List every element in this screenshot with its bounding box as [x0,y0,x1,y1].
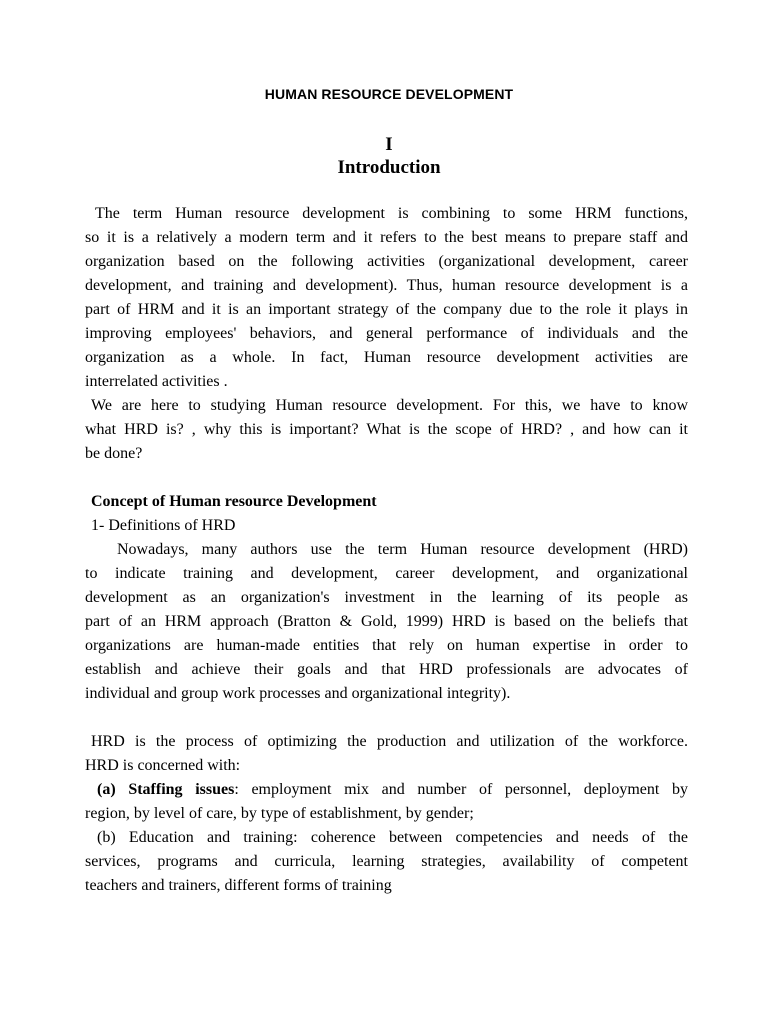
definitions-subheading: 1- Definitions of HRD [91,517,236,534]
staffing-line: region, by level of care, by type of establishment, by gender; [85,805,474,822]
intro-line: The term Human resource development is combining to some HRM functions, [95,205,688,222]
document-title: HUMAN RESOURCE DEVELOPMENT [264,86,514,102]
definition-line: to indicate training and development, career development, and organizational [85,565,688,582]
intro-line: so it is a relatively a modern term and it refers to the best means to prepare staff and [85,229,688,246]
definition-line: part of an HRM approach (Bratton & Gold, 1999) HRD is based on the beliefs that [85,613,688,630]
staffing-text: : employment mix and number of personnel, deployment by [234,781,688,798]
concept-heading: Concept of Human resource Development [91,493,377,510]
process-line: HRD is the process of optimizing the production and utilization of the workforce. [91,733,688,750]
staffing-label: (a) Staffing issues [97,781,235,798]
education-line: (b) Education and training: coherence between competencies and needs of the [97,829,688,846]
intro-line: organization based on the following activities (organizational development, career [85,253,688,270]
definition-line: organizations are human-made entities that rely on human expertise in order to [85,637,688,654]
definition-line: development as an organization's investment in the learning of its people as [85,589,688,606]
purpose-line: what HRD is? , why this is important? What is the scope of HRD? , and how can it [85,421,688,438]
process-line: HRD is concerned with: [85,757,241,774]
definition-line: establish and achieve their goals and that HRD professionals are advocates of [85,661,688,678]
intro-line: improving employees' behaviors, and general performance of individuals and the [85,325,688,342]
intro-line: development, and training and development). Thus, human resource development is a [85,277,688,294]
education-line: services, programs and curricula, learning strategies, availability of competent [85,853,688,870]
purpose-line: be done? [85,445,143,462]
definition-line: individual and group work processes and organizational integrity). [85,685,511,702]
staffing-line [97,778,688,802]
intro-line: interrelated activities . [85,373,228,390]
purpose-line: We are here to studying Human resource development. For this, we have to know [91,397,688,414]
chapter-number: I [385,134,393,155]
intro-line: part of HRM and it is an important strategy of the company due to the role it plays in [85,301,688,318]
chapter-title: Introduction [337,157,441,178]
definition-line: Nowadays, many authors use the term Human resource development (HRD) [117,541,688,558]
intro-line: organization as a whole. In fact, Human resource development activities are [85,349,688,366]
education-line: teachers and trainers, different forms of training [85,877,392,894]
